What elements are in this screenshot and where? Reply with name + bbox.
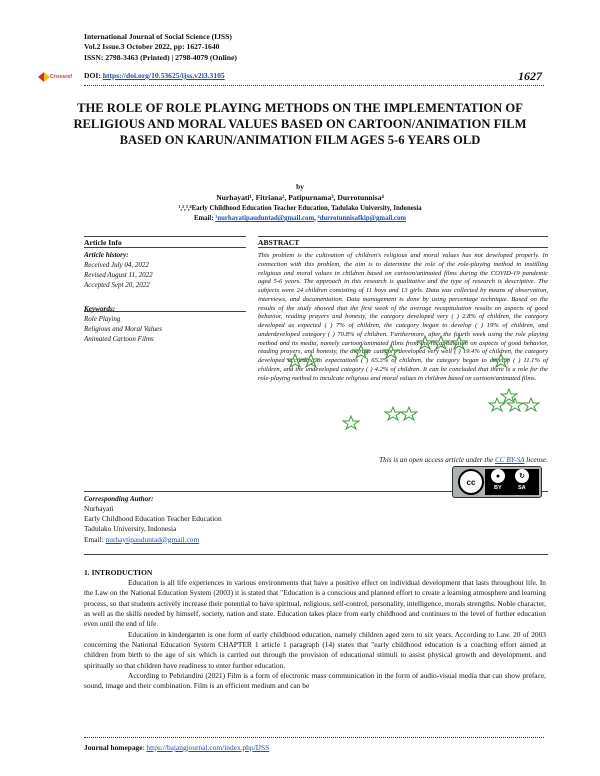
info-top-rule xyxy=(84,236,246,237)
cc-by-label: BY xyxy=(494,485,502,491)
corresponding-author xyxy=(84,494,544,545)
history-heading: Article history: xyxy=(84,251,129,259)
star-icon xyxy=(492,353,510,368)
footer-rule xyxy=(84,737,544,738)
keyword-item: Religious and Moral Values xyxy=(84,325,162,333)
homepage-label: Journal homepage xyxy=(84,743,143,752)
star-icon xyxy=(432,335,450,350)
homepage-separator: : xyxy=(142,743,147,752)
header-rule xyxy=(84,85,544,86)
keyword-item: Role Playing xyxy=(84,315,121,323)
affiliation: ¹,²,³,⁴Early Childhood Education Teacher Education, Tadulako University, Indonesia xyxy=(178,205,422,212)
star-icon xyxy=(488,397,506,412)
star-icon xyxy=(450,335,468,350)
star-icon xyxy=(522,397,540,412)
introduction-body xyxy=(84,578,546,692)
accepted-date: Accepted Sept 20, 2022 xyxy=(84,281,150,289)
doi-label: DOI: xyxy=(84,71,101,80)
doi-line xyxy=(84,71,225,80)
homepage-link[interactable]: https://bajangjournal.com/index.php/IJSS xyxy=(146,743,270,752)
oa-prefix: This is an open access article under the xyxy=(379,456,495,464)
open-access-line xyxy=(300,456,548,464)
corresponding-email-label: Email: xyxy=(84,534,106,544)
doi-link[interactable]: https://doi.org/10.53625/ijss.v2i3.3105 xyxy=(102,71,225,80)
page-number: 1627 xyxy=(518,69,542,83)
paper-title: THE ROLE OF ROLE PLAYING METHODS ON THE IMPLEMENTATION OF RELIGIOUS AND MORAL VALUES BASED ON CARTOON/ANIMATION FILM BASED ON KARUN/ANIMATION FILM AGES 5-6 YEARS OLD xyxy=(73,101,527,147)
cc-license-link[interactable]: CC BY-SA xyxy=(494,456,525,464)
article-info-heading: Article Info xyxy=(84,238,122,247)
corresponding-univ: Tadulako University, Indonesia xyxy=(84,524,177,534)
corresponding-name: Nurhayati xyxy=(84,504,114,513)
email-link-1[interactable]: ¹nurhayatipauduntad@gmail.com xyxy=(215,215,315,222)
oa-suffix: license. xyxy=(524,456,548,464)
star-icon xyxy=(352,344,370,359)
revised-date: Revised August 11, 2022 xyxy=(84,271,153,279)
journal-name: International Journal of Social Science (IJSS) xyxy=(84,32,232,41)
introduction-heading: 1. INTRODUCTION xyxy=(84,568,153,577)
cc-icon: cc xyxy=(458,469,484,495)
byline-by: by xyxy=(296,182,304,191)
received-date: Received July 04, 2022 xyxy=(84,261,149,269)
star-icon xyxy=(342,415,360,430)
corresponding-dept: Early Childhood Education Teacher Education xyxy=(84,514,222,524)
journal-homepage xyxy=(84,743,269,752)
cc-sa-label: SA xyxy=(518,485,526,491)
intro-paragraph: According to Pebriandini (2021) Film is a form of electronic mass communication in the form of audio-visual media that can show preface, sound, image and their combination. Film is an efficient medium and can be xyxy=(84,671,546,691)
corresponding-bottom-rule xyxy=(84,554,548,555)
author-emails xyxy=(0,215,600,222)
volume-line: Vol.2 Issue.3 October 2022, pp: 1627-1640 xyxy=(84,42,220,52)
by-attribution-icon: ● xyxy=(491,469,505,483)
crossref-mark-icon xyxy=(38,72,50,82)
issn-line: ISSN: 2798-3463 (Printed) | 2798-4079 (Online) xyxy=(84,52,237,62)
abstract-heading-block xyxy=(258,238,548,248)
corresponding-heading: Corresponding Author: xyxy=(84,495,154,503)
journal-header xyxy=(84,32,237,63)
author-list: Nurhayati¹, Fitriana², Patipurnama³, Durrotunnisa⁴ xyxy=(216,193,384,202)
star-icon xyxy=(302,353,320,368)
email-separator: , xyxy=(314,215,318,222)
keyword-item: Animated Cartoon Films xyxy=(84,335,154,343)
article-info xyxy=(84,238,244,344)
crossref-logo xyxy=(38,71,88,83)
crossref-logo-text: Crossref xyxy=(50,74,73,80)
keywords-heading: Keywords: xyxy=(84,305,116,313)
star-icon xyxy=(382,344,400,359)
abstract-text: This problem is the cultivation of children's religious and moral values has not developed properly. In connection with this problem, the aim is to determine the role of the role-playing method in instilling religious and moral values in children based on cartoon/animated films during the COVID-19 pandemic aged 5-6 years. The approach in this research is qualitative and the type of research is descriptive. The subjects were 24 children consisting of 11 boys and 13 girls. Data was collected by means of observation, interviews, and documentation. Data management is done by using percentage technique. Based on the results of the study showed that the first week of the average recapitulation results on aspects of good behavior, reading prayers and honesty, the category developed very ( ) 2.8% of children, the category developed as expected ( ) 7% of children, the category began to develop ( ) 19% of children, and underdeveloped category ( ) 70.8% of children. Furthermore, after the fourth week using the role playing method and its media, namely cartoon/animated films from the recapitulation on aspects of good behavior, reading prayers, and honesty, the average category developed very well ( ) 19.4% of children, the category developed according to expectations ( ) 65.3% of children, the category began to develop ( ) 11.1% of children, and the undeveloped category ( ) 4.2% of children. It can be concluded that there is a role for the role-playing method to inculcate religious and moral values in children based on cartoon/animated films. xyxy=(258,252,548,382)
abstract-top-rule xyxy=(258,236,548,237)
corresponding-email-link[interactable]: nurhaytipauduntad@gmail.com xyxy=(105,534,200,544)
email-label: Email: xyxy=(193,215,216,222)
share-alike-icon: ↻ xyxy=(515,469,529,483)
star-icon xyxy=(400,406,418,421)
email-link-2[interactable]: ⁴durrotunnisafkip@gmail.com xyxy=(317,215,407,222)
abstract-heading: ABSTRACT xyxy=(258,238,300,247)
intro-paragraph: Education in kindergarten is one form of early childhood education, namely children aged zero to six years. According to Law. 20 of 2003 concerning the National Education System CHAPTER 1 article 1 paragraph (14) states that "early childhood education is a coaching effort aimed at children from birth to the age of six which is carried out through the provision of educational stimuli to assist physical growth and development. and spiritually so that children have readiness to enter further education. xyxy=(84,629,546,670)
intro-paragraph: Education is all life experiences in various environments that have a positive effect on individual development that lasts throughout life. In the Law on the National Education System (2003) it is stated that "Education is a conscious and planned effort to create a learning atmosphere and learning process, so that students actively increase their potential to have spiritual, religious, self-control, personality, intelligence, morals strengths. Noble character, as well as the skills needed by himself, society, nation and state. Education takes place from early childhood and continues to the level of further education even until the end of life. xyxy=(84,578,546,629)
corresponding-email-line xyxy=(84,535,544,545)
